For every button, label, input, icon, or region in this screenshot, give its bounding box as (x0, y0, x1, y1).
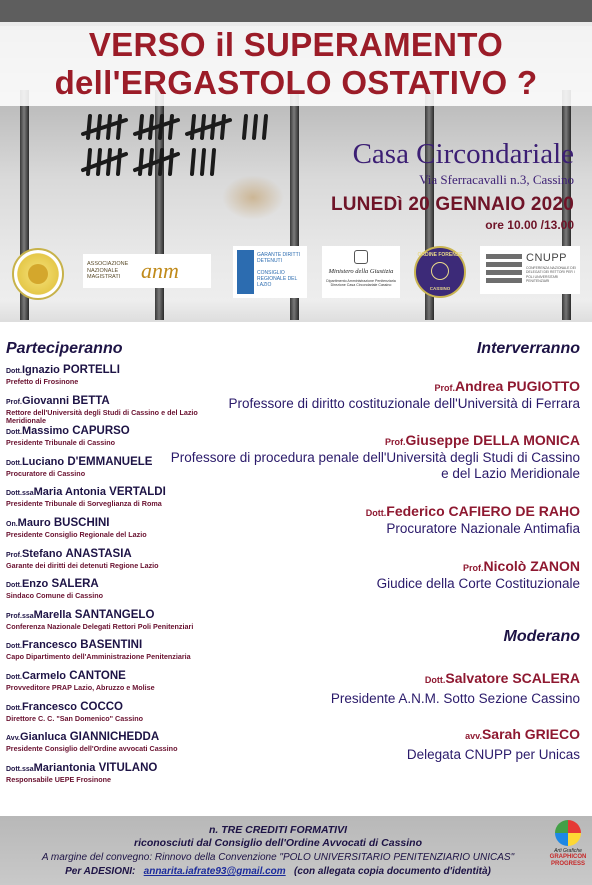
credits-source: riconosciuti dal Consiglio dell'Ordine Avvocati di Cassino (134, 837, 422, 849)
moderator-role: Presidente A.N.M. Sotto Sezione Cassino (330, 691, 580, 706)
ordine-top-text: ORDINE FORENSE (417, 252, 463, 258)
scales-icon (431, 262, 449, 280)
participants-heading: Parteciperanno (6, 340, 123, 357)
participant-role: Presidente Consiglio dell'Ordine avvocati Cassino (6, 744, 178, 754)
participant-title: Dott. (6, 429, 22, 437)
credits-line: n. TRE CREDITI FORMATIVI (208, 824, 348, 836)
sponsor-logos (0, 244, 592, 302)
event-title (0, 26, 592, 102)
participant-surname: CANTONE (69, 669, 126, 682)
participant-name-line (6, 517, 206, 531)
participant-first-name: Marella (33, 608, 72, 621)
registration-label: Per ADESIONI: (65, 866, 136, 877)
participant-title: Dott. (6, 643, 22, 651)
participant-item (6, 486, 206, 517)
title-line-2: dell'ERGASTOLO OSTATIVO ? (54, 64, 538, 101)
event-hours: ore 10.00 /13.00 (485, 218, 574, 232)
participant-surname: VERTALDI (109, 486, 166, 499)
participant-item (6, 517, 206, 548)
moderator-name-line (331, 670, 580, 688)
participant-title: Dott.ssa (6, 765, 34, 773)
registration-note: (con allegata copia documento d'identità) (294, 866, 491, 877)
participant-item (6, 762, 206, 793)
title-line-1: VERSO il SUPERAMENTO (88, 26, 504, 63)
moderator-item (407, 726, 580, 763)
footer (0, 816, 592, 885)
participant-item (6, 395, 206, 426)
cnupp-logo (480, 246, 580, 294)
garante-logo-text (257, 252, 303, 288)
speaker-role: e del Lazio Meridionale (441, 466, 580, 481)
participant-first-name: Mauro (17, 516, 51, 529)
registration-email-link[interactable]: annarita.iafrate93@gmail.com (143, 866, 286, 877)
garante-emblem (237, 250, 254, 294)
garante-logo (233, 246, 307, 298)
participant-name-line (6, 364, 206, 378)
venue-address: Via Sferracavalli n.3, Cassino (419, 172, 574, 187)
ordine-bottom-text: CASSINO (429, 286, 451, 291)
participant-item (6, 639, 206, 670)
participant-surname: PORTELLI (63, 364, 120, 376)
header-shadow (0, 300, 592, 322)
participant-title: Prof. (6, 398, 22, 406)
convention-line: A margine del convegno: Rinnovo della Convenzione "POLO UNIVERSITARIO PENITENZIARIO UNICAS" (41, 852, 515, 863)
participant-first-name: Massimo (21, 425, 70, 438)
participant-item (6, 609, 206, 640)
speaker-title: Prof. (463, 563, 484, 573)
participant-role: Garante dei diritti dei detenuti Regione Lazio (6, 560, 159, 570)
participant-role: Direttore C. C. "San Domenico" Cassino (6, 713, 144, 723)
participant-role: Presidente Tribunale di Cassino (6, 438, 116, 448)
speaker-item (366, 503, 580, 537)
participant-role: Conferenza Nazionale Delegati Rettori Poli Penitenziari (6, 621, 194, 631)
university-seal-logo (12, 248, 64, 300)
participant-surname: BETTA (72, 394, 110, 407)
participant-name-line (6, 486, 206, 500)
anm-logo (83, 254, 211, 288)
speaker-item (171, 432, 580, 482)
participant-surname: SALERA (51, 578, 99, 591)
speaker-name: Federico CAFIERO DE RAHO (386, 503, 580, 519)
speaker-title: Prof. (434, 383, 456, 393)
participant-role: Capo Dipartimento dell'Amministrazione Penitenziaria (6, 652, 191, 662)
participant-name-line (6, 395, 206, 409)
participant-first-name: Enzo (21, 578, 49, 591)
participant-title: Prof.ssa (6, 612, 34, 620)
participant-name-line (6, 731, 206, 745)
speaker-item (229, 378, 580, 412)
participant-first-name: Luciano (21, 455, 65, 468)
participant-surname: VITULANO (98, 761, 158, 774)
republic-emblem-icon (354, 250, 368, 264)
tally-marks-graphic (80, 108, 300, 208)
participant-item (6, 364, 206, 395)
participant-title: Dott. (6, 704, 22, 712)
participant-first-name: Francesco (21, 700, 77, 713)
speaker-role: Professore di diritto costituzionale dell'Università di Ferrara (228, 396, 580, 411)
participant-surname: D'EMMANUELE (67, 455, 153, 468)
participant-first-name: Francesco (21, 639, 77, 652)
speaker-name-line (229, 378, 580, 396)
moderator-name: Salvatore SCALERA (445, 670, 580, 686)
printer-logo-top: Arti Grafiche (554, 848, 582, 854)
speaker-name: Andrea PUGIOTTO (455, 378, 580, 394)
participant-name-line (6, 670, 206, 684)
participant-surname: BUSCHINI (53, 516, 110, 529)
participant-item (6, 670, 206, 701)
moderator-title: avv. (465, 731, 482, 741)
participant-title: On. (6, 520, 18, 528)
participant-first-name: Stefano (21, 547, 63, 560)
garante-title: GARANTE DIRITTI DETENUTI (257, 252, 301, 264)
participants-list (6, 364, 206, 792)
participant-surname: COCCO (80, 700, 123, 713)
seal-center (28, 264, 48, 284)
participant-name-line (6, 701, 206, 715)
venue-name: Casa Circondariale (352, 138, 574, 170)
ministero-title: Ministero della Giustizia (328, 268, 394, 275)
participant-name-line (6, 762, 206, 776)
garante-subtitle: CONSIGLIO REGIONALE DEL LAZIO (257, 270, 298, 288)
moderator-name-line (407, 726, 580, 744)
participant-surname: BASENTINI (80, 639, 143, 652)
participant-name-line (6, 548, 206, 562)
speaker-title: Prof. (384, 437, 406, 447)
participant-first-name: Ignazio (21, 364, 60, 376)
participant-first-name: Carmelo (21, 669, 66, 682)
participant-role: Provveditore PRAP Lazio, Abruzzo e Molise (6, 682, 155, 692)
cnupp-stripes-icon (486, 254, 522, 288)
participant-name-line (6, 609, 206, 623)
ordine-forense-logo (414, 246, 466, 298)
participant-role: Responsabile UEPE Frosinone (6, 774, 112, 784)
participant-name-line (6, 639, 206, 653)
participant-surname: GIANNICHEDDA (69, 731, 160, 744)
speaker-role: Professore di procedura penale dell'Università degli Studi di Cassino (170, 450, 580, 465)
participant-title: Dott. (6, 673, 22, 681)
participant-item (6, 548, 206, 579)
participant-title: Dott.ssa (6, 490, 34, 498)
participant-first-name: Mariantonia (33, 761, 96, 774)
ministero-subtitle: Dipartimento Amministrazione Penitenziaria Direzione Casa Circondariale Cassino (326, 279, 396, 288)
speaker-name-line (377, 558, 580, 576)
participant-title: Dott. (6, 459, 22, 467)
participant-role: Presidente Tribunale di Sorveglianza di Roma (6, 499, 162, 509)
participant-surname: ANASTASIA (65, 547, 132, 560)
tally-marks (80, 108, 300, 208)
participant-title: Dott. (6, 582, 22, 590)
participant-item (6, 701, 206, 732)
moderator-role: Delegata CNUPP per Unicas (406, 747, 580, 762)
participant-first-name: Maria Antonia (33, 486, 106, 499)
speaker-name-line (366, 503, 580, 521)
speaker-item (377, 558, 580, 592)
speaker-name: Nicolò ZANON (483, 558, 580, 574)
participant-item (6, 731, 206, 762)
participant-role: Sindaco Comune di Cassino (6, 591, 104, 601)
moderator-title: Dott. (424, 675, 446, 685)
participant-name-line (6, 578, 206, 592)
speaker-role: Procuratore Nazionale Antimafia (386, 521, 580, 536)
printer-logo (548, 820, 588, 882)
moderators-heading: Moderano (503, 628, 580, 645)
moderator-item (331, 670, 580, 707)
participant-first-name: Gianluca (20, 731, 67, 744)
moderator-name: Sarah GRIECO (481, 726, 580, 742)
speaker-title: Dott. (365, 508, 387, 518)
speakers-heading: Interverranno (476, 340, 580, 357)
anm-logo-text: ASSOCIAZIONE NAZIONALE MAGISTRATI (87, 261, 129, 281)
participant-role: Prefetto di Frosinone (6, 377, 79, 386)
printer-logo-circle-icon (555, 820, 581, 846)
cnupp-description: CONFERENZA NAZIONALE DEI DELEGATI DEI RETTORI PER I POLI UNIVERSITARI PENITENZIARI (526, 266, 576, 283)
participant-surname: SANTANGELO (74, 608, 155, 621)
participant-role: Rettore dell'Università degli Studi di Cassino e del Lazio Meridionale (6, 407, 198, 426)
participant-title: Avv. (6, 735, 21, 743)
ministero-giustizia-logo (322, 246, 400, 298)
participant-title: Prof. (6, 551, 22, 559)
participant-role: Procuratore di Cassino (6, 468, 86, 478)
registration-line (0, 866, 556, 877)
anm-logo-word: anm (141, 258, 179, 283)
participant-role: Presidente Consiglio Regionale del Lazio (6, 529, 147, 539)
participant-item (6, 578, 206, 609)
participant-surname: CAPURSO (72, 425, 130, 438)
event-date: LUNEDì 20 GENNAIO 2020 (330, 194, 574, 215)
cnupp-name: CNUPP (526, 252, 568, 264)
printer-logo-name: GRAPHICON PROGRESS (549, 854, 587, 867)
speaker-role: Giudice della Corte Costituzionale (376, 576, 580, 591)
participant-first-name: Giovanni (21, 394, 70, 407)
speaker-name-line (171, 432, 580, 450)
participant-title: Dott. (6, 368, 22, 375)
speaker-name: Giuseppe DELLA MONICA (405, 432, 580, 448)
venue-block (331, 138, 574, 232)
